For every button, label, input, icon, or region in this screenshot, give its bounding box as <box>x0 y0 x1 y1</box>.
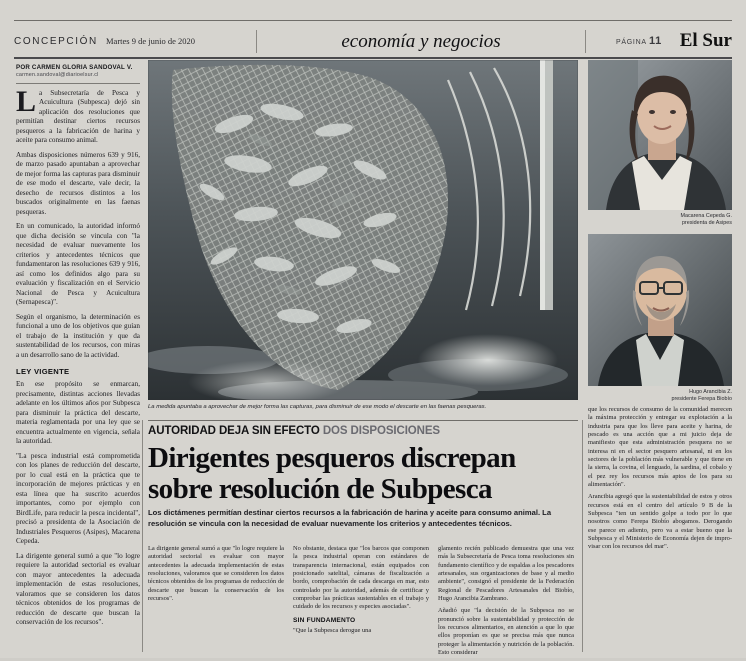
kicker-grey: DOS DISPOSICIONES <box>322 425 441 437</box>
paragraph: "La pesca industrial está comprometida con los planes de reducción del descarte, por lo cual está en la práctica que te incorporación de mejores prácticas y en esta línea que ha suscrito acuerdos importantes, como por ejemplo con BirdLife, para reducir la pesca incidental", precisó a presidenta de la Asociación de Industriales Pesqueros (Asipes), Macarena Cepeda. <box>16 451 140 546</box>
portrait-photo-arancibia <box>588 234 732 386</box>
byline-author: POR CARMEN GLORIA SANDOVAL V. <box>16 64 133 71</box>
left-column <box>16 64 140 633</box>
paragraph: glamento recién publicado demuestra que una vez más la Subsecretaría de Pesca toma resoluciones sin fundamento científico y de espaldas a los pescadores artesanales, sus organizaciones de base y al medio ambiente", consignó el presidente de la Federación Regional de Pescadores Artesanales del Biobío, Hugo Arancibia Zambrano. <box>438 545 574 602</box>
paragraph: Según el organismo, la determinación es funcional a uno de los objetivos que guían el trabajo de la institución y que da sustentabilidad de los recursos, con miras a un desarrollo sano de la actividad. <box>16 312 140 359</box>
paragraph: En un comunicado, la autoridad informó que dicha decisión se vincula con "la necesidad de evaluar nuevamente los criterios y antecedentes técnicos que fundamentaron las resoluciones 639 y 916, así como los definidos algo para su evaluación y fiscalización en el Servicio Nacional de Pesca y Acuicultura (Sernapesca)". <box>16 222 140 307</box>
paragraph: "Que la Subpesca derogue una <box>293 626 372 634</box>
masthead <box>14 26 732 56</box>
column-divider-right <box>582 420 583 652</box>
kicker-bold: AUTORIDAD DEJA SIN EFECTO <box>148 425 320 437</box>
masthead-city: CONCEPCIÓN <box>14 35 98 47</box>
portrait-name-1: Macarena Cepeda G. <box>680 213 732 219</box>
section-subhead: LEY VIGENTE <box>16 367 70 377</box>
kicker-rule <box>148 420 578 421</box>
masthead-section-title: economía y negocios <box>256 30 586 53</box>
masthead-page-number <box>586 35 662 47</box>
section-subhead: SIN FUNDAMENTO <box>293 616 356 624</box>
page-number: 11 <box>648 35 662 47</box>
bottom-columns <box>148 545 580 661</box>
portrait-image-2 <box>588 234 732 386</box>
left-column-body <box>16 84 140 628</box>
paragraph: La dirigente general sumó a que "lo logre requiere la autoridad sectorial es evaluar con mayor antecedentes la adecuada implementación de estas resoluciones, valoramos que se consideren los datos técnicos obtenidos de los programas de reducción de descarte que buscan la conservación de los recursos". <box>16 551 140 627</box>
paragraph: Añadió que "la decisión de la Subpesca no se pronunció sobre la sustentabilidad y protección de los recursos alimentarios, en atención a que lo que ellos proponían es que se precisa más que nunca proteger la alimentación y nutrición de la población. Esto considerar <box>438 607 574 656</box>
paragraph: Arancibia agregó que la sustentabilidad de estos y otros recursos está en el centro del artículo 9 B de la Subpesca "ten un sentido golpe a todo por lo que nosotros como Ferepa Biobío abogamos. Derogando ese parece en adiento, pero va a estar bueno que la Subpesca y el Ministerio de Economía dejen de impro- visar con los recursos del mar". <box>588 493 732 551</box>
drop-cap: L <box>16 84 37 118</box>
byline-email: carmen.sandoval@diarioelsur.cl <box>16 72 99 79</box>
byline <box>16 64 140 84</box>
portrait-image-1 <box>588 60 732 210</box>
masthead-top-rule <box>14 20 732 21</box>
headline: Dirigentes pesqueros discrepan sobre resolución de Subpesca <box>148 442 516 506</box>
paragraph: En ese propósito se enmarcan, precisamente, distintas acciones llevadas adelante en los últimos años por Subpesca para disminuir la práctica del descarte, materia reglamentada por una ley que se encuentra actualmente en vigencia, señala la autoridad. <box>16 380 140 446</box>
right-text-column <box>588 406 732 556</box>
portrait-name-2: Hugo Arancibia Z. <box>689 389 732 395</box>
paragraph: Ambas disposiciones números 639 y 916, de marzo pasado apuntaban a aprovechar de mejor forma las capturas para disminuir de ese modo el descarte, vale decir, la desecho de recursos distintos a los buscados originalmente en las faenas pesqueras. <box>16 150 140 216</box>
portrait-caption-1 <box>588 213 732 227</box>
masthead-date: Martes 9 de junio de 2020 <box>106 36 195 46</box>
main-photo <box>148 60 578 400</box>
masthead-bottom-rule <box>14 57 732 59</box>
main-photo-image <box>148 60 578 400</box>
page-label: PÁGINA <box>616 39 647 46</box>
portrait-caption-2 <box>588 389 732 403</box>
paragraph <box>16 84 140 146</box>
column-divider-left <box>142 420 143 652</box>
bottom-column-1 <box>148 545 284 661</box>
newspaper-logo: El Sur <box>679 30 732 51</box>
portrait-photo-cepeda <box>588 60 732 210</box>
paragraph: La dirigente general sumó a que "lo logre requiere la autoridad sectorial es evaluar con mayor antecedentes la adecuada implementación de estas resoluciones, valoramos que se consideren los datos técnicos obtenidos de los programas de reducción de descarte que buscan la conservación de los recursos". <box>148 545 284 602</box>
bottom-column-2 <box>293 545 429 661</box>
portrait-role-1: presidenta de Asipes <box>681 220 732 227</box>
portrait-role-2: presidente Ferepa Biobío <box>671 396 732 403</box>
bottom-column-3 <box>438 545 574 661</box>
kicker <box>148 425 578 437</box>
main-photo-caption: La medida apuntaba a aprovechar de mejor forma las capturas, para disminuir de ese modo el descarte en las faenas pesqueras. <box>148 404 487 410</box>
paragraph-text: a Subsecretaría de Pesca y Acuicultura (Subpesca) dejó sin aplicación dos resoluciones que permitían destinar ciertos recursos pesqueros a la fabricación de harina y aceite para consumo animal. <box>16 88 140 145</box>
paragraph: que los recursos de consumo de la comunidad merecen la máxima protección y entregar su explotación a la industria para que los lleve para aceite y harina, de pescado es una acción que a mi juicio deja de manifiesto que esta administración pesquera no se interesa ni en el sector pesquero artesanal, ni en los sectores de la población más vulnerable y que tiene en la sierra, la covina, el lenguado, la sardina, el cobalo y el pez rey los recursos más aptos de los para su alimentación". <box>588 406 732 488</box>
paragraph: No obstante, destaca que "los barcos que componen la pesca industrial operan con estándares de transparencia internacional, están equipados con posicionado satelital, cámaras de fiscalización a bordo, comprobación de cada descarga en mar, esto controlado por la autoridad, además de certificar y comprobar las prácticas sustentables en el trabajo y cuidado de los recursos y especies asociadas". <box>293 545 429 611</box>
standfirst: Los dictámenes permitían destinar ciertos recursos a la fabricación de harina y aceite para consumo animal. La resolución se vincula con la necesidad de evaluar nuevamente los criterios y antecedentes técnicos. <box>148 508 552 528</box>
